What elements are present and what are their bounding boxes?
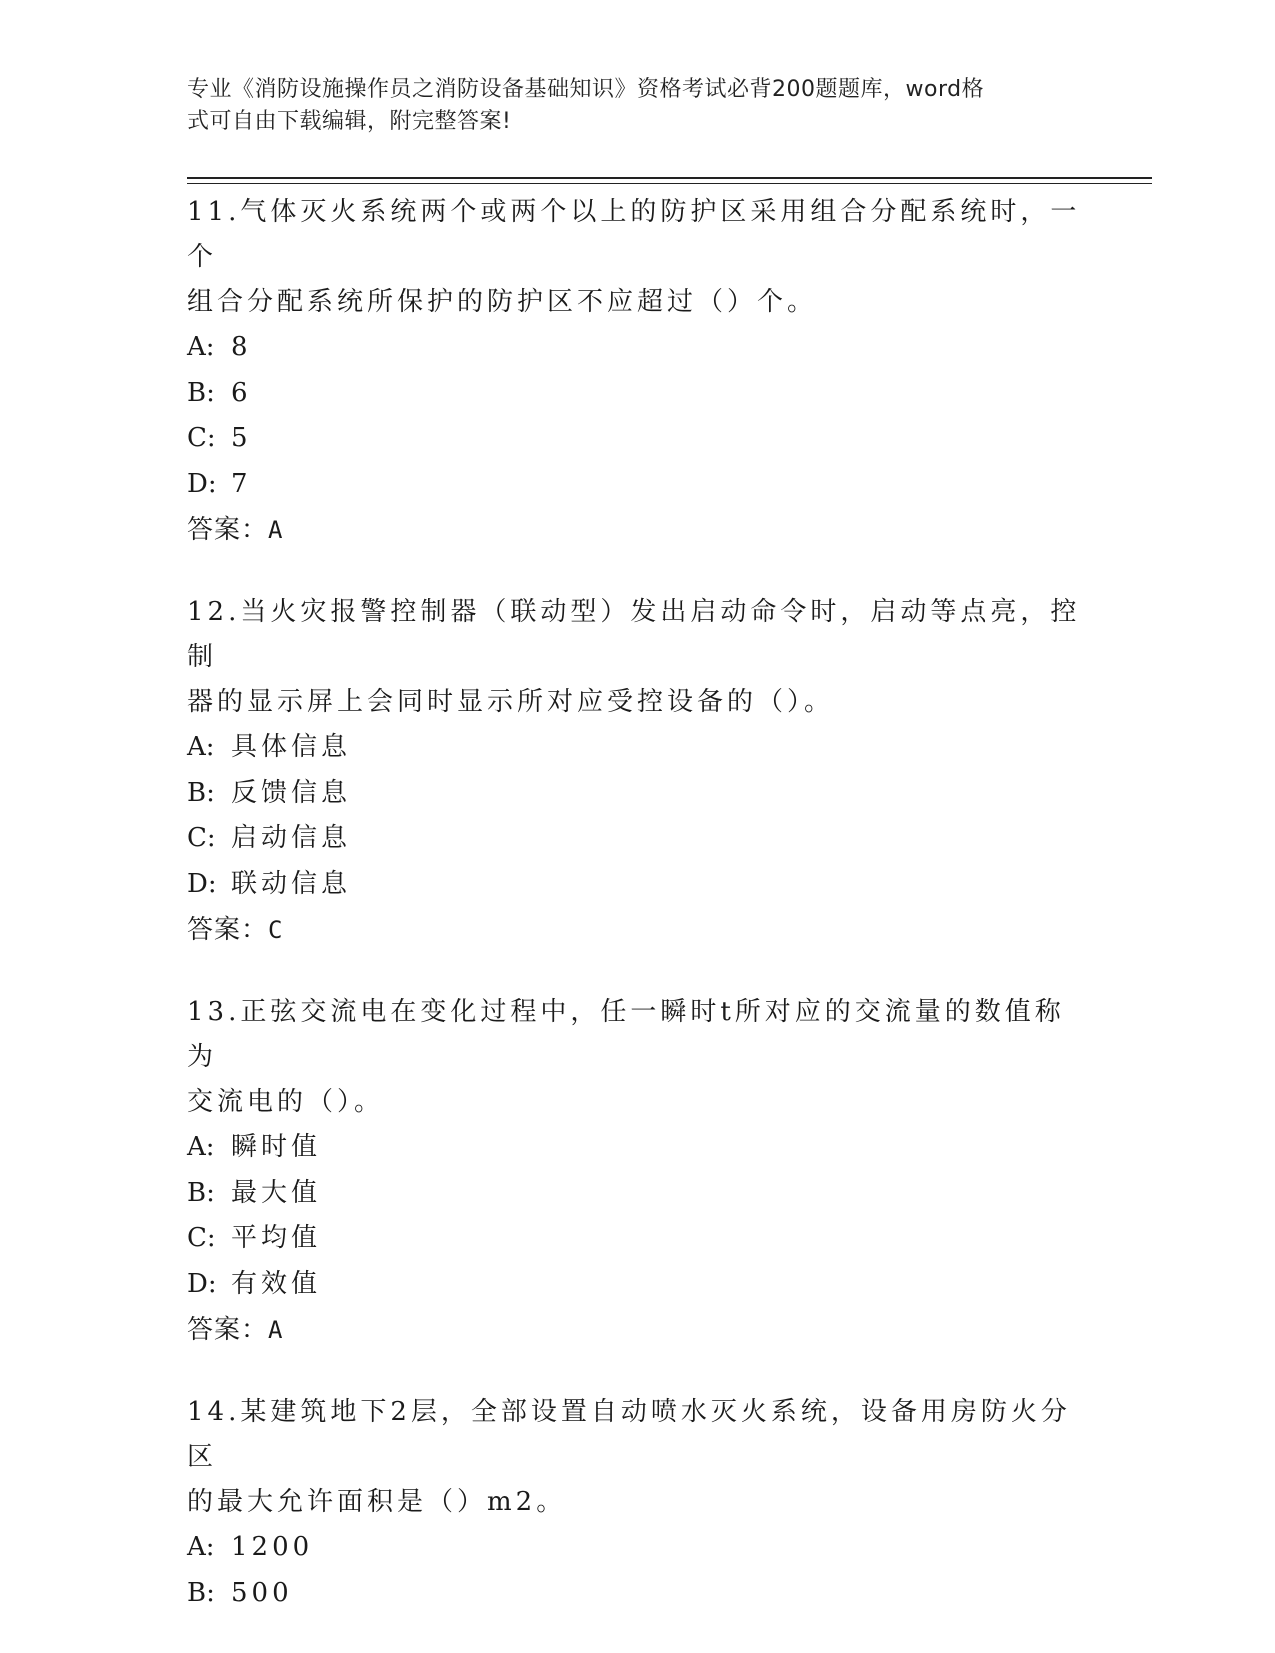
option-letter: D: <box>187 1268 217 1299</box>
answer-label: 答案： <box>187 915 269 945</box>
header-rule-thin <box>187 183 1152 184</box>
stem-line-1: 14.某建筑地下2层，全部设置自动喷水灭火系统，设备用房防火分区 <box>187 1397 1071 1472</box>
option-letter: C: <box>187 1223 216 1253</box>
option-a <box>187 325 1087 371</box>
option-text: 启动信息 <box>231 823 352 853</box>
document-header <box>187 74 1067 138</box>
answer-line <box>187 1307 1087 1353</box>
question-12 <box>187 590 1087 953</box>
answer-value: A <box>268 1316 284 1344</box>
answer-value: A <box>268 516 284 544</box>
question-13 <box>187 990 1087 1353</box>
stem-line-1: 13.正弦交流电在变化过程中，任一瞬时t所对应的交流量的数值称为 <box>187 997 1065 1072</box>
option-letter: B: <box>187 377 215 408</box>
option-d <box>187 1262 1087 1308</box>
answer-label: 答案： <box>187 515 269 545</box>
option-letter: A: <box>187 1532 215 1562</box>
question-list <box>187 190 1087 1653</box>
question-11 <box>187 190 1087 553</box>
option-letter: C: <box>187 423 216 453</box>
option-text: 6 <box>231 377 252 408</box>
option-d <box>187 862 1087 908</box>
option-letter: C: <box>187 823 216 853</box>
option-c <box>187 816 1087 862</box>
option-text: 瞬时值 <box>231 1132 322 1162</box>
header-line-1: 专业《消防设施操作员之消防设备基础知识》资格考试必背200题题库，word格 <box>187 77 985 102</box>
option-letter: B: <box>187 777 215 808</box>
option-text: 最大值 <box>231 1177 322 1208</box>
option-a <box>187 1125 1087 1171</box>
option-text: 7 <box>231 468 252 499</box>
option-text: 有效值 <box>231 1268 322 1299</box>
stem-line-2: 器的显示屏上会同时显示所对应受控设备的（）。 <box>187 687 835 717</box>
option-letter: D: <box>187 468 217 499</box>
option-c <box>187 416 1087 462</box>
option-text: 500 <box>231 1577 293 1608</box>
option-d <box>187 462 1087 508</box>
option-text: 具体信息 <box>231 732 352 762</box>
header-rule-thick <box>187 177 1152 179</box>
option-b <box>187 371 1087 417</box>
option-text: 5 <box>231 423 252 453</box>
option-letter: B: <box>187 1177 215 1208</box>
answer-label: 答案： <box>187 1315 269 1345</box>
header-line-2: 式可自由下载编辑，附完整答案! <box>187 109 512 134</box>
option-text: 1200 <box>231 1532 314 1562</box>
question-stem <box>187 590 1087 725</box>
answer-line <box>187 507 1087 553</box>
stem-line-1: 12.当火灾报警控制器（联动型）发出启动命令时，启动等点亮，控制 <box>187 597 1081 672</box>
option-a <box>187 725 1087 771</box>
option-a <box>187 1525 1087 1571</box>
option-b <box>187 771 1087 817</box>
question-stem <box>187 190 1087 325</box>
stem-line-2: 的最大允许面积是（）m2。 <box>187 1487 567 1517</box>
option-letter: A: <box>187 732 215 762</box>
option-letter: D: <box>187 868 217 899</box>
stem-line-2: 交流电的（）。 <box>187 1087 385 1117</box>
option-text: 平均值 <box>231 1223 322 1253</box>
option-letter: A: <box>187 332 215 362</box>
answer-line <box>187 907 1087 953</box>
stem-line-2: 组合分配系统所保护的防护区不应超过（）个。 <box>187 287 818 317</box>
question-14 <box>187 1390 1087 1616</box>
option-b <box>187 1171 1087 1217</box>
option-text: 反馈信息 <box>231 777 352 808</box>
question-stem <box>187 990 1087 1125</box>
option-text: 联动信息 <box>231 868 352 899</box>
option-c <box>187 1216 1087 1262</box>
option-letter: A: <box>187 1132 215 1162</box>
option-letter: B: <box>187 1577 215 1608</box>
option-text: 8 <box>231 332 252 362</box>
question-stem <box>187 1390 1087 1525</box>
option-b <box>187 1571 1087 1617</box>
stem-line-1: 11.气体灭火系统两个或两个以上的防护区采用组合分配系统时，一个 <box>187 197 1081 272</box>
answer-value: C <box>268 916 284 944</box>
